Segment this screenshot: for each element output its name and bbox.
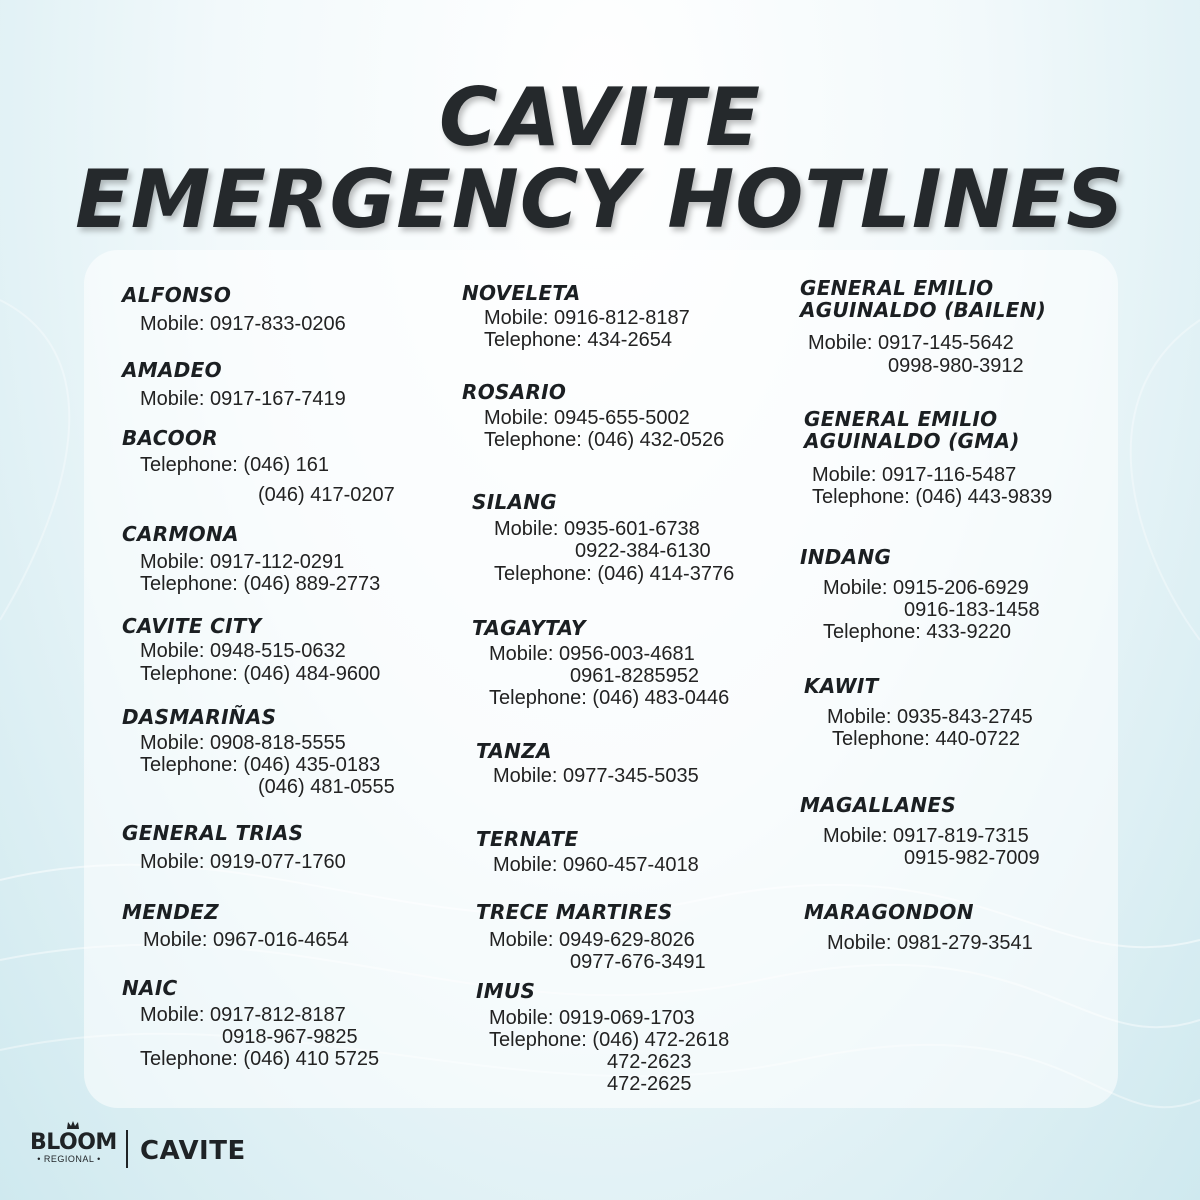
entry-line: Telephone: (046) 435-0183: [140, 754, 381, 776]
entry-name-naic: NAIC: [122, 976, 178, 1000]
entry-line: Mobile: 0949-629-8026: [489, 929, 695, 951]
entry-line: Mobile: 0977-345-5035: [493, 765, 699, 787]
entry-line: Mobile: 0917-116-5487: [812, 464, 1017, 486]
entry-name-general-trias: GENERAL TRIAS: [122, 821, 304, 845]
entry-line: Telephone: (046) 414-3776: [494, 563, 735, 585]
entry-line: 0915-982-7009: [904, 847, 1040, 869]
entry-name-silang: SILANG: [472, 490, 558, 514]
entry-line: Mobile: 0919-069-1703: [489, 1007, 695, 1029]
entry-line: Telephone: (046) 410 5725: [140, 1048, 380, 1070]
entry-line: Mobile: 0917-112-0291: [140, 551, 345, 573]
page-title-line2: EMERGENCY HOTLINES: [75, 153, 1125, 246]
page-title-line1: CAVITE: [438, 71, 762, 164]
entry-name-carmona: CARMONA: [122, 522, 239, 546]
entry-line: Telephone: 433-9220: [823, 621, 1011, 643]
entry-name-imus: IMUS: [476, 979, 536, 1003]
entry-line: Telephone: (046) 432-0526: [484, 429, 725, 451]
entry-line: 0922-384-6130: [575, 540, 711, 562]
entry-name-gea-bailen: GENERAL EMILIO: [800, 276, 994, 300]
entry-name-noveleta: NOVELETA: [462, 281, 581, 305]
entry-line: Mobile: 0917-819-7315: [823, 825, 1029, 847]
entry-line: Telephone: (046) 889-2773: [140, 573, 381, 595]
brand-logo: BLOOM: [30, 1130, 117, 1155]
entry-name-amadeo: AMADEO: [122, 358, 222, 382]
entry-name-tanza: TANZA: [476, 739, 552, 763]
entry-name-cavite-city: CAVITE CITY: [122, 614, 262, 638]
crown-icon: [66, 1120, 80, 1130]
entry-line: Mobile: 0916-812-8187: [484, 307, 690, 329]
entry-line: Mobile: 0935-601-6738: [494, 518, 700, 540]
entry-line: 0998-980-3912: [888, 355, 1024, 377]
entry-line: Mobile: 0967-016-4654: [143, 929, 349, 951]
entry-line: Mobile: 0908-818-5555: [140, 732, 346, 754]
entry-name-trece-martires: TRECE MARTIRES: [476, 900, 673, 924]
brand-subtitle: • REGIONAL •: [37, 1154, 101, 1164]
entry-line: Mobile: 0948-515-0632: [140, 640, 346, 662]
entry-line: Mobile: 0917-167-7419: [140, 388, 346, 410]
entry-line: (046) 417-0207: [258, 484, 395, 506]
entry-line: Mobile: 0917-812-8187: [140, 1004, 346, 1026]
entry-name-gea-gma-2: AGUINALDO (GMA): [804, 429, 1020, 453]
entry-line: Telephone: (046) 472-2618: [489, 1029, 730, 1051]
entry-name-indang: INDANG: [800, 545, 892, 569]
entry-line: 0977-676-3491: [570, 951, 706, 973]
region-label: CAVITE: [140, 1136, 246, 1166]
entry-line: Mobile: 0960-457-4018: [493, 854, 699, 876]
entry-line: (046) 481-0555: [258, 776, 395, 798]
entry-line: Mobile: 0917-833-0206: [140, 313, 346, 335]
entry-line: Mobile: 0919-077-1760: [140, 851, 346, 873]
entry-name-magallanes: MAGALLANES: [800, 793, 957, 817]
entry-line: Mobile: 0945-655-5002: [484, 407, 690, 429]
entry-line: Mobile: 0981-279-3541: [827, 932, 1033, 954]
entry-name-kawit: KAWIT: [804, 674, 879, 698]
entry-line: Mobile: 0956-003-4681: [489, 643, 695, 665]
entry-line: Mobile: 0917-145-5642: [808, 332, 1014, 354]
entry-name-tagaytay: TAGAYTAY: [472, 616, 586, 640]
entry-name-gea-bailen-2: AGUINALDO (BAILEN): [800, 298, 1047, 322]
entry-name-bacoor: BACOOR: [122, 426, 218, 450]
entry-name-ternate: TERNATE: [476, 827, 579, 851]
entry-line: 472-2625: [607, 1073, 692, 1095]
entry-name-gea-gma: GENERAL EMILIO: [804, 407, 998, 431]
entry-line: Telephone: 440-0722: [832, 728, 1020, 750]
entry-line: Mobile: 0935-843-2745: [827, 706, 1033, 728]
footer-divider: [126, 1130, 128, 1168]
entry-name-dasmarinas: DASMARIÑAS: [122, 705, 277, 729]
entry-name-alfonso: ALFONSO: [122, 283, 232, 307]
entry-line: Mobile: 0915-206-6929: [823, 577, 1029, 599]
entry-line: Telephone: 434-2654: [484, 329, 672, 351]
entry-line: 0918-967-9825: [222, 1026, 358, 1048]
entry-line: 0961-8285952: [570, 665, 700, 687]
entry-name-maragondon: MARAGONDON: [804, 900, 974, 924]
entry-line: 0916-183-1458: [904, 599, 1040, 621]
entry-line: Telephone: (046) 161: [140, 454, 330, 476]
entry-line: Telephone: (046) 443-9839: [812, 486, 1053, 508]
entry-line: 472-2623: [607, 1051, 692, 1073]
entry-name-mendez: MENDEZ: [122, 900, 219, 924]
entry-line: Telephone: (046) 484-9600: [140, 663, 381, 685]
entry-name-rosario: ROSARIO: [462, 380, 567, 404]
entry-line: Telephone: (046) 483-0446: [489, 687, 730, 709]
